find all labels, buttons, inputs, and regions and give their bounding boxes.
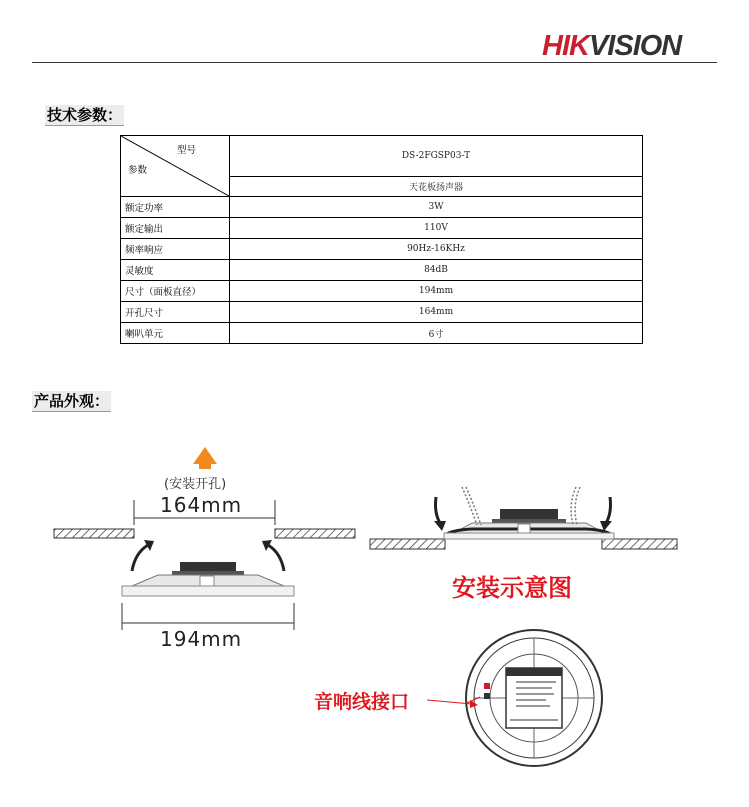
table-row: [121, 239, 643, 260]
row-label: 额定输出: [121, 218, 230, 239]
speaker-panel: [122, 586, 294, 596]
installation-diagram: [370, 487, 677, 549]
row-label: 频率响应: [121, 239, 230, 260]
row-label: 额定功率: [121, 197, 230, 218]
spec-table: [120, 135, 643, 344]
table-row: [121, 323, 643, 344]
up-arrow-icon: [193, 447, 217, 464]
table-header-diagonal-cell: [121, 136, 230, 197]
connector-terminal-black: [484, 693, 490, 699]
table-row: [121, 260, 643, 281]
section-title-appearance: 产品外观：: [34, 392, 110, 410]
product-appearance-figure: [32, 425, 717, 775]
ceiling-slab-right: [275, 529, 355, 538]
hole-dimension-label: 164mm: [160, 493, 243, 517]
speaker-rear-view: [427, 630, 602, 766]
row-value: 6寸: [230, 323, 643, 344]
table-row: [121, 281, 643, 302]
row-label: 开孔尺寸: [121, 302, 230, 323]
row-value: 90Hz-16KHz: [230, 239, 643, 260]
table-row: [121, 302, 643, 323]
row-value: 3W: [230, 197, 643, 218]
product-type-cell: 天花板扬声器: [230, 177, 643, 197]
connector-label: 音响线接口: [314, 691, 410, 713]
ceiling-slab-left: [54, 529, 134, 538]
header-model-label: 型号: [177, 145, 197, 156]
header-param-label: 参数: [128, 165, 148, 176]
section-title-tech-params: 技术参数：: [47, 106, 123, 124]
table-row: [121, 218, 643, 239]
hikvision-logo: HIKVISION: [542, 30, 682, 62]
row-label: 尺寸（面板直径）: [121, 281, 230, 302]
connector-terminal-red: [484, 683, 490, 689]
row-value: 84dB: [230, 260, 643, 281]
row-label: 喇叭单元: [121, 323, 230, 344]
row-value: 164mm: [230, 302, 643, 323]
hole-note-label: (安装开孔): [164, 477, 227, 492]
install-arrow-left-icon: [434, 521, 446, 531]
header-rule: [32, 62, 717, 63]
model-number-cell: DS-2FGSP03-T: [230, 136, 643, 177]
row-label: 灵敏度: [121, 260, 230, 281]
row-value: 194mm: [230, 281, 643, 302]
install-diagram-title: 安装示意图: [452, 574, 572, 602]
speaker-magnet: [180, 562, 236, 572]
table-row: [121, 197, 643, 218]
product-illustration: [32, 425, 717, 775]
row-value: 110V: [230, 218, 643, 239]
panel-dimension-label: 194mm: [160, 627, 243, 651]
